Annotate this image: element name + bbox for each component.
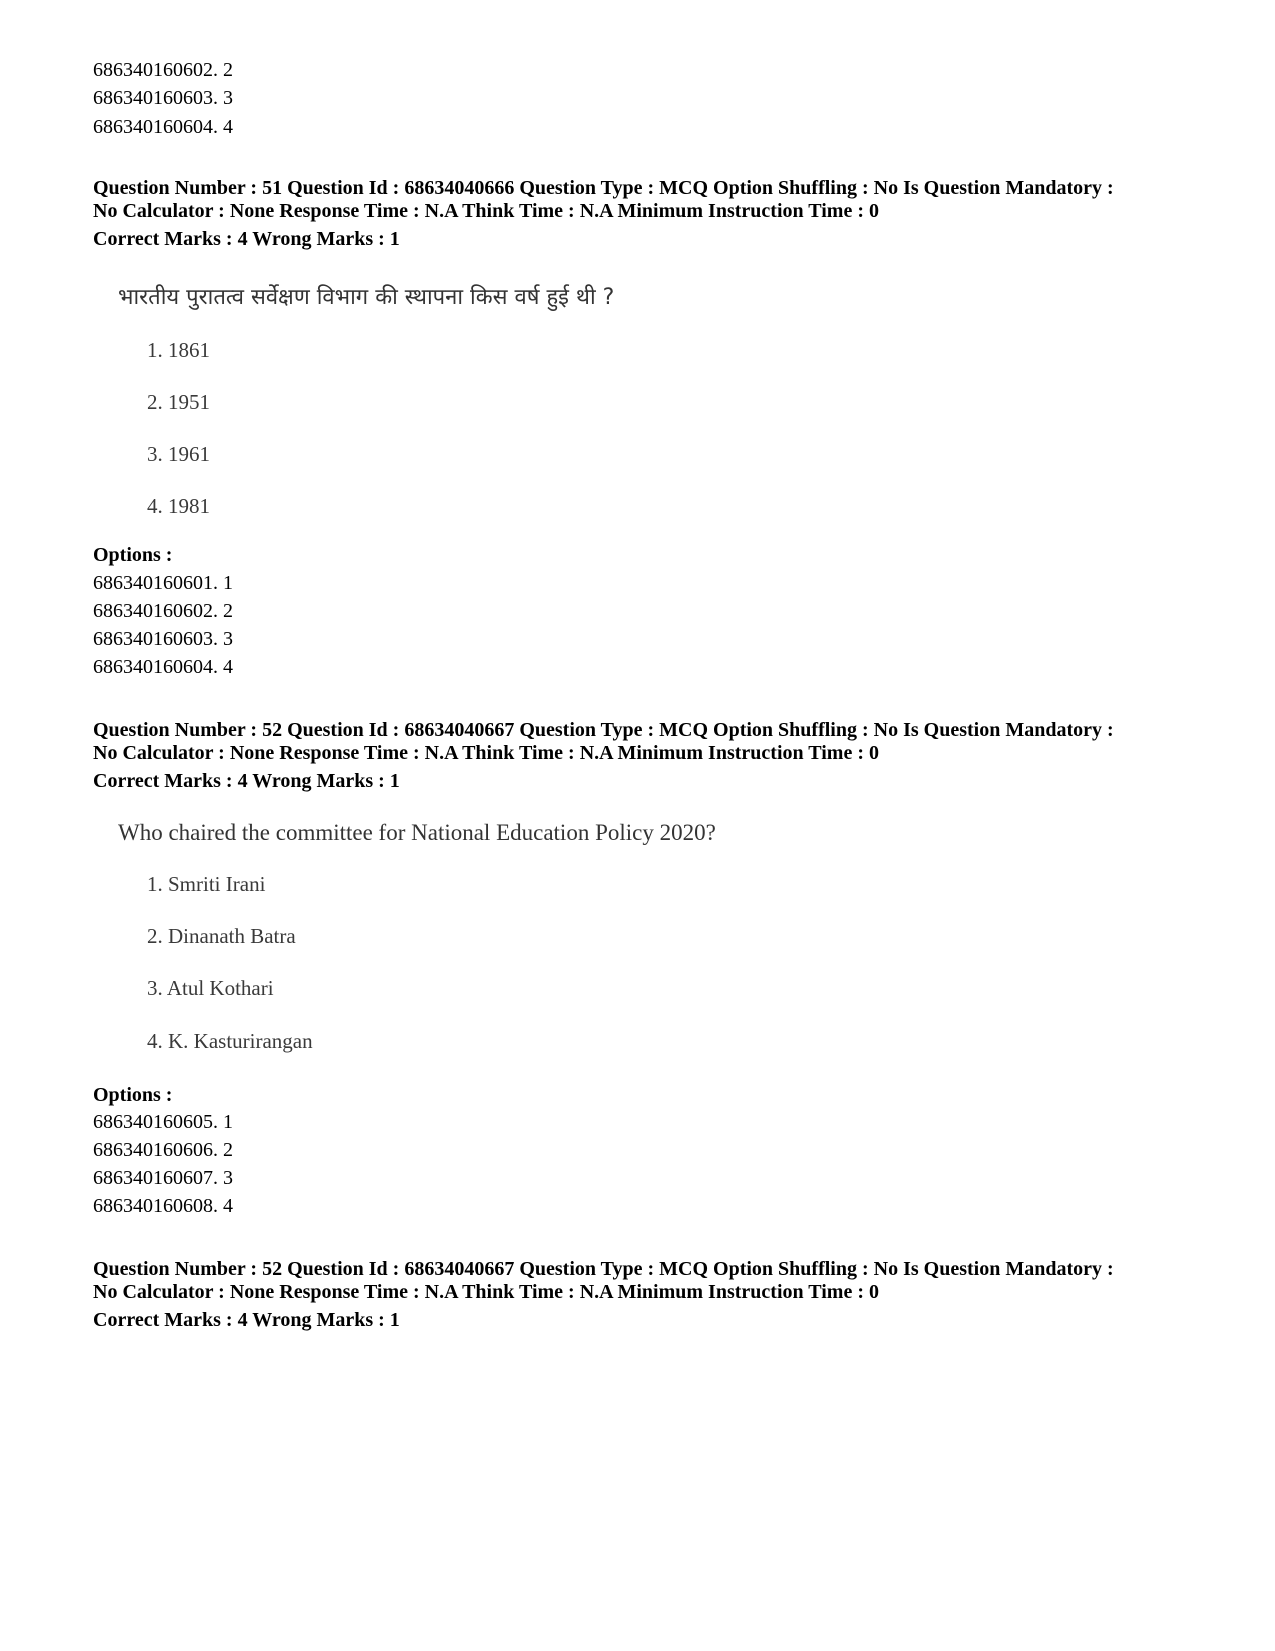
question-meta-line2: No Calculator : None Response Time : N.A Think Time : N.A Minimum Instruction Time : 0	[93, 200, 879, 222]
answer-choice: 2. Dinanath Batra	[147, 924, 296, 948]
question-text: भारतीय पुरातत्व सर्वेक्षण विभाग की स्थापना किस वर्ष हुई थी ?	[118, 285, 615, 310]
question-meta-line1: Question Number : 52 Question Id : 68634040667 Question Type : MCQ Option Shuffling : No Is Question Mandatory :	[93, 719, 1114, 741]
answer-choice: 4. 1981	[147, 494, 210, 518]
option-id-line: 686340160604. 4	[93, 116, 233, 138]
option-id-line: 686340160608. 4	[93, 1195, 233, 1217]
question-text: Who chaired the committee for National Education Policy 2020?	[118, 820, 716, 845]
answer-choice: 2. 1951	[147, 390, 210, 414]
answer-choice: 4. K. Kasturirangan	[147, 1029, 313, 1053]
option-id-line: 686340160607. 3	[93, 1167, 233, 1189]
option-id-line: 686340160606. 2	[93, 1139, 233, 1161]
option-id-line: 686340160604. 4	[93, 656, 233, 678]
answer-choice: 1. Smriti Irani	[147, 872, 266, 896]
options-heading: Options :	[93, 1084, 173, 1106]
option-id-line: 686340160601. 1	[93, 572, 233, 594]
answer-choice: 3. Atul Kothari	[147, 976, 274, 1000]
option-id-line: 686340160603. 3	[93, 628, 233, 650]
question-meta-line1: Question Number : 52 Question Id : 68634040667 Question Type : MCQ Option Shuffling : No Is Question Mandatory :	[93, 1258, 1114, 1280]
answer-choice: 1. 1861	[147, 338, 210, 362]
question-meta-line2: No Calculator : None Response Time : N.A Think Time : N.A Minimum Instruction Time : 0	[93, 742, 879, 764]
question-marks: Correct Marks : 4 Wrong Marks : 1	[93, 770, 400, 792]
answer-choice: 3. 1961	[147, 442, 210, 466]
question-marks: Correct Marks : 4 Wrong Marks : 1	[93, 1309, 400, 1331]
question-marks: Correct Marks : 4 Wrong Marks : 1	[93, 228, 400, 250]
option-id-line: 686340160602. 2	[93, 59, 233, 81]
option-id-line: 686340160602. 2	[93, 600, 233, 622]
option-id-line: 686340160603. 3	[93, 87, 233, 109]
question-meta-line1: Question Number : 51 Question Id : 68634040666 Question Type : MCQ Option Shuffling : No Is Question Mandatory :	[93, 177, 1114, 199]
option-id-line: 686340160605. 1	[93, 1111, 233, 1133]
question-meta-line2: No Calculator : None Response Time : N.A Think Time : N.A Minimum Instruction Time : 0	[93, 1281, 879, 1303]
options-heading: Options :	[93, 544, 173, 566]
